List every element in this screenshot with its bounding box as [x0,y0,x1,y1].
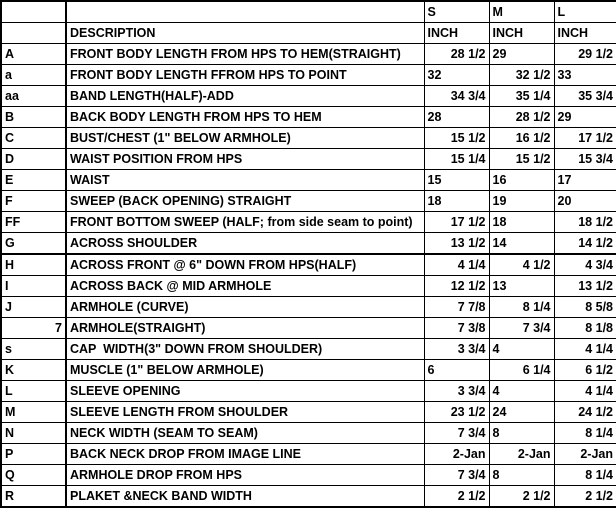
size-s-value-cell: 18 [424,191,489,212]
size-m-value-cell: 4 [489,339,554,360]
size-l-value-cell: 2-Jan [554,444,616,465]
table-row [1,191,616,212]
description-cell: ARMHOLE(STRAIGHT) [66,318,424,339]
size-s-value-cell: 28 [424,107,489,128]
size-l-value-cell: 8 5/8 [554,297,616,318]
code-cell: D [1,149,66,170]
description-cell: BUST/CHEST (1" BELOW ARMHOLE) [66,128,424,149]
size-s-value-cell: 6 [424,360,489,381]
table-row [1,339,616,360]
size-s-value-cell: 7 7/8 [424,297,489,318]
size-l-value-cell: 17 1/2 [554,128,616,149]
size-m-value-cell: 8 [489,465,554,486]
table-row [1,360,616,381]
code-cell: s [1,339,66,360]
table-row [1,233,616,255]
table-row [1,423,616,444]
code-cell: L [1,381,66,402]
table-row [1,465,616,486]
size-header-l: L [554,1,616,23]
size-s-value-cell: 3 3/4 [424,381,489,402]
size-m-value-cell: 28 1/2 [489,107,554,128]
size-s-value-cell: 4 1/4 [424,254,489,276]
size-s-value-cell: 34 3/4 [424,86,489,107]
size-s-value-cell: 15 1/2 [424,128,489,149]
size-s-value-cell: 23 1/2 [424,402,489,423]
size-m-value-cell: 19 [489,191,554,212]
code-cell: FF [1,212,66,233]
size-s-value-cell: 2-Jan [424,444,489,465]
size-s-value-cell: 32 [424,65,489,86]
size-s-value-cell: 15 1/4 [424,149,489,170]
size-m-value-cell: 7 3/4 [489,318,554,339]
code-cell: E [1,170,66,191]
table-row [1,128,616,149]
size-l-value-cell: 2 1/2 [554,486,616,508]
description-cell: SLEEVE OPENING [66,381,424,402]
size-header-row [1,1,616,23]
size-l-value-cell: 4 1/4 [554,339,616,360]
size-l-value-cell: 18 1/2 [554,212,616,233]
size-m-value-cell: 16 [489,170,554,191]
size-l-value-cell: 33 [554,65,616,86]
description-cell: FRONT BODY LENGTH FROM HPS TO HEM(STRAIGHT) [66,44,424,65]
corner-cell [66,1,424,23]
size-m-value-cell: 14 [489,233,554,255]
table-row [1,44,616,65]
size-l-value-cell: 29 1/2 [554,44,616,65]
size-m-value-cell: 29 [489,44,554,65]
description-cell: FRONT BODY LENGTH FFROM HPS TO POINT [66,65,424,86]
size-m-value-cell: 13 [489,276,554,297]
size-s-value-cell: 7 3/4 [424,465,489,486]
code-cell: G [1,233,66,255]
code-cell: J [1,297,66,318]
corner-cell [1,23,66,44]
unit-header-row [1,23,616,44]
table-row [1,486,616,508]
code-cell: M [1,402,66,423]
code-cell: R [1,486,66,508]
description-cell: FRONT BOTTOM SWEEP (HALF; from side seam to point) [66,212,424,233]
table-row [1,254,616,276]
description-cell: BACK BODY LENGTH FROM HPS TO HEM [66,107,424,128]
size-l-value-cell: 4 3/4 [554,254,616,276]
size-l-value-cell: 20 [554,191,616,212]
code-cell: C [1,128,66,149]
description-cell: ACROSS FRONT @ 6" DOWN FROM HPS(HALF) [66,254,424,276]
code-cell: A [1,44,66,65]
size-l-value-cell: 4 1/4 [554,381,616,402]
size-l-value-cell: 6 1/2 [554,360,616,381]
size-s-value-cell: 13 1/2 [424,233,489,255]
size-l-value-cell: 15 3/4 [554,149,616,170]
description-cell: WAIST POSITION FROM HPS [66,149,424,170]
size-m-value-cell: 4 [489,381,554,402]
description-header: DESCRIPTION [66,23,424,44]
code-cell: K [1,360,66,381]
size-m-value-cell: 6 1/4 [489,360,554,381]
table-row [1,402,616,423]
code-cell: Q [1,465,66,486]
table-row [1,149,616,170]
description-cell: ACROSS BACK @ MID ARMHOLE [66,276,424,297]
size-s-value-cell: 12 1/2 [424,276,489,297]
description-cell: SLEEVE LENGTH FROM SHOULDER [66,402,424,423]
size-m-value-cell: 24 [489,402,554,423]
table-row [1,212,616,233]
code-cell: P [1,444,66,465]
size-l-value-cell: 35 3/4 [554,86,616,107]
table-row [1,444,616,465]
description-cell: SWEEP (BACK OPENING) STRAIGHT [66,191,424,212]
size-l-value-cell: 8 1/4 [554,423,616,444]
table-row [1,107,616,128]
size-s-value-cell: 2 1/2 [424,486,489,508]
size-s-value-cell: 3 3/4 [424,339,489,360]
size-s-value-cell: 15 [424,170,489,191]
code-cell: aa [1,86,66,107]
unit-header-m: INCH [489,23,554,44]
size-m-value-cell: 18 [489,212,554,233]
description-cell: BAND LENGTH(HALF)-ADD [66,86,424,107]
table-row [1,170,616,191]
table-row [1,86,616,107]
table-row [1,318,616,339]
size-s-value-cell: 28 1/2 [424,44,489,65]
description-cell: WAIST [66,170,424,191]
code-cell: B [1,107,66,128]
size-m-value-cell: 32 1/2 [489,65,554,86]
size-header-s: S [424,1,489,23]
size-m-value-cell: 15 1/2 [489,149,554,170]
table-row [1,65,616,86]
unit-header-l: INCH [554,23,616,44]
size-m-value-cell: 2 1/2 [489,486,554,508]
size-m-value-cell: 35 1/4 [489,86,554,107]
code-cell: N [1,423,66,444]
description-cell: ARMHOLE (CURVE) [66,297,424,318]
description-cell: ARMHOLE DROP FROM HPS [66,465,424,486]
size-l-value-cell: 14 1/2 [554,233,616,255]
unit-header-s: INCH [424,23,489,44]
code-cell: a [1,65,66,86]
size-m-value-cell: 16 1/2 [489,128,554,149]
size-m-value-cell: 8 [489,423,554,444]
description-cell: MUSCLE (1" BELOW ARMHOLE) [66,360,424,381]
table-row [1,381,616,402]
size-m-value-cell: 8 1/4 [489,297,554,318]
corner-cell [1,1,66,23]
description-cell: CAP WIDTH(3" DOWN FROM SHOULDER) [66,339,424,360]
size-header-m: M [489,1,554,23]
description-cell: ACROSS SHOULDER [66,233,424,255]
size-s-value-cell: 7 3/4 [424,423,489,444]
table-row [1,276,616,297]
description-cell: NECK WIDTH (SEAM TO SEAM) [66,423,424,444]
description-cell: PLAKET &NECK BAND WIDTH [66,486,424,508]
size-m-value-cell: 2-Jan [489,444,554,465]
size-l-value-cell: 29 [554,107,616,128]
table-row [1,297,616,318]
code-cell: H [1,254,66,276]
size-l-value-cell: 8 1/4 [554,465,616,486]
size-l-value-cell: 13 1/2 [554,276,616,297]
code-cell: F [1,191,66,212]
size-m-value-cell: 4 1/2 [489,254,554,276]
code-cell: I [1,276,66,297]
size-l-value-cell: 24 1/2 [554,402,616,423]
size-s-value-cell: 17 1/2 [424,212,489,233]
size-l-value-cell: 17 [554,170,616,191]
size-s-value-cell: 7 3/8 [424,318,489,339]
code-cell: 7 [1,318,66,339]
description-cell: BACK NECK DROP FROM IMAGE LINE [66,444,424,465]
size-l-value-cell: 8 1/8 [554,318,616,339]
